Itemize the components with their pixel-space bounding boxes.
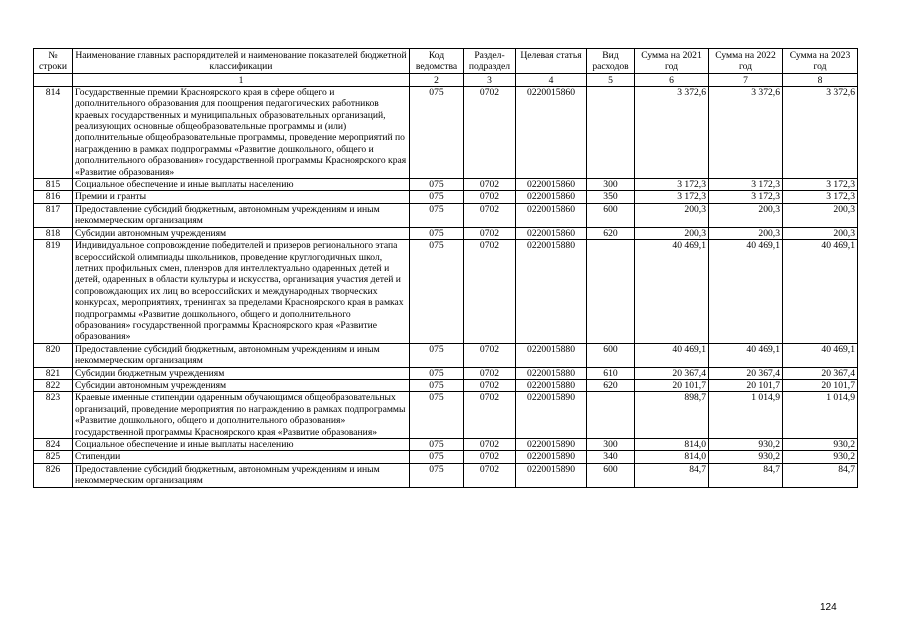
column-index: 2 [410, 73, 464, 86]
row-section: 0702 [464, 343, 516, 367]
row-target: 0220015880 [516, 343, 587, 367]
column-index: 8 [783, 73, 858, 86]
row-number: 821 [34, 367, 73, 379]
column-index [34, 73, 73, 86]
table-row [34, 227, 858, 239]
row-expense-type: 620 [587, 227, 635, 239]
row-dept-code: 075 [410, 191, 464, 203]
row-target: 0220015860 [516, 203, 587, 227]
row-sum-2021: 84,7 [635, 463, 709, 487]
row-sum-2022: 40 469,1 [709, 240, 783, 344]
row-number: 823 [34, 392, 73, 439]
row-sum-2023: 3 372,6 [783, 86, 858, 178]
row-section: 0702 [464, 86, 516, 178]
row-sum-2022: 84,7 [709, 463, 783, 487]
row-name: Государственные премии Красноярского края в сфере общего и дополнительного образования для поощрения педагогических работников краевых государственных и муниципальных образовательных организаций, реализующих основные общеобразовательные программы и (или) дополнительные общеобразовательные программы, проведение мероприятий по награждению в рамках подпрограммы «Развитие дошкольного, общего и дополнительного образования» государственной программы Красноярского края «Развитие образования» [73, 86, 410, 178]
row-name: Субсидии автономным учреждениям [73, 227, 410, 239]
row-number: 825 [34, 451, 73, 463]
table-row [34, 240, 858, 344]
row-dept-code: 075 [410, 203, 464, 227]
row-expense-type: 340 [587, 451, 635, 463]
row-target: 0220015890 [516, 439, 587, 451]
row-sum-2023: 20 367,4 [783, 367, 858, 379]
table-row [34, 367, 858, 379]
row-expense-type: 620 [587, 379, 635, 391]
row-sum-2022: 3 372,6 [709, 86, 783, 178]
row-sum-2023: 200,3 [783, 203, 858, 227]
row-sum-2021: 40 469,1 [635, 343, 709, 367]
column-index: 7 [709, 73, 783, 86]
row-number: 820 [34, 343, 73, 367]
row-dept-code: 075 [410, 439, 464, 451]
row-section: 0702 [464, 392, 516, 439]
row-expense-type [587, 392, 635, 439]
row-name: Предоставление субсидий бюджетным, автономным учреждениям и иным некоммерческим организациям [73, 463, 410, 487]
row-dept-code: 075 [410, 343, 464, 367]
row-target: 0220015890 [516, 463, 587, 487]
row-sum-2021: 3 172,3 [635, 191, 709, 203]
row-target: 0220015860 [516, 191, 587, 203]
column-index: 6 [635, 73, 709, 86]
row-sum-2021: 20 367,4 [635, 367, 709, 379]
row-number: 817 [34, 203, 73, 227]
row-sum-2022: 1 014,9 [709, 392, 783, 439]
row-sum-2022: 3 172,3 [709, 191, 783, 203]
page-number: 124 [820, 602, 837, 613]
row-expense-type [587, 240, 635, 344]
row-dept-code: 075 [410, 227, 464, 239]
row-name: Субсидии автономным учреждениям [73, 379, 410, 391]
row-dept-code: 075 [410, 179, 464, 191]
row-section: 0702 [464, 451, 516, 463]
row-name: Социальное обеспечение и иные выплаты населению [73, 439, 410, 451]
row-dept-code: 075 [410, 392, 464, 439]
column-index-row [34, 73, 858, 86]
row-target: 0220015860 [516, 227, 587, 239]
header-sum-2022: Сумма на 2022 год [709, 49, 783, 74]
row-sum-2021: 814,0 [635, 439, 709, 451]
row-sum-2023: 40 469,1 [783, 343, 858, 367]
header-name: Наименование главных распорядителей и наименование показателей бюджетной классификации [73, 49, 410, 74]
row-section: 0702 [464, 240, 516, 344]
row-sum-2021: 814,0 [635, 451, 709, 463]
row-sum-2021: 3 172,3 [635, 179, 709, 191]
row-number: 815 [34, 179, 73, 191]
header-target: Целевая статья [516, 49, 587, 74]
row-target: 0220015880 [516, 367, 587, 379]
row-sum-2022: 200,3 [709, 227, 783, 239]
row-expense-type: 600 [587, 203, 635, 227]
row-name: Предоставление субсидий бюджетным, автономным учреждениям и иным некоммерческим организациям [73, 203, 410, 227]
row-number: 818 [34, 227, 73, 239]
row-sum-2021: 40 469,1 [635, 240, 709, 344]
column-index: 3 [464, 73, 516, 86]
row-section: 0702 [464, 227, 516, 239]
header-sum-2021: Сумма на 2021 год [635, 49, 709, 74]
row-sum-2023: 3 172,3 [783, 179, 858, 191]
table-row [34, 392, 858, 439]
row-dept-code: 075 [410, 451, 464, 463]
row-section: 0702 [464, 463, 516, 487]
row-dept-code: 075 [410, 379, 464, 391]
row-sum-2021: 20 101,7 [635, 379, 709, 391]
row-dept-code: 075 [410, 463, 464, 487]
column-index: 5 [587, 73, 635, 86]
row-section: 0702 [464, 379, 516, 391]
row-dept-code: 075 [410, 240, 464, 344]
table-row [34, 379, 858, 391]
row-name: Премии и гранты [73, 191, 410, 203]
row-section: 0702 [464, 203, 516, 227]
row-sum-2022: 20 367,4 [709, 367, 783, 379]
budget-table [33, 48, 858, 488]
table-row [34, 179, 858, 191]
row-section: 0702 [464, 179, 516, 191]
row-sum-2021: 200,3 [635, 227, 709, 239]
table-body [34, 86, 858, 487]
row-name: Субсидии бюджетным учреждениям [73, 367, 410, 379]
table-row [34, 343, 858, 367]
table-row [34, 191, 858, 203]
row-sum-2021: 200,3 [635, 203, 709, 227]
table-row [34, 203, 858, 227]
header-expense-type: Вид расходов [587, 49, 635, 74]
row-dept-code: 075 [410, 367, 464, 379]
row-target: 0220015860 [516, 179, 587, 191]
row-sum-2023: 200,3 [783, 227, 858, 239]
row-target: 0220015890 [516, 451, 587, 463]
row-section: 0702 [464, 191, 516, 203]
row-expense-type: 350 [587, 191, 635, 203]
table-row [34, 86, 858, 178]
row-number: 819 [34, 240, 73, 344]
row-sum-2022: 200,3 [709, 203, 783, 227]
column-index: 4 [516, 73, 587, 86]
header-section: Раздел-подраздел [464, 49, 516, 74]
table-row [34, 439, 858, 451]
column-index: 1 [73, 73, 410, 86]
row-sum-2022: 930,2 [709, 439, 783, 451]
table-row [34, 451, 858, 463]
row-sum-2023: 84,7 [783, 463, 858, 487]
row-sum-2022: 3 172,3 [709, 179, 783, 191]
row-expense-type: 300 [587, 179, 635, 191]
row-sum-2022: 40 469,1 [709, 343, 783, 367]
table-header [34, 49, 858, 87]
row-number: 822 [34, 379, 73, 391]
row-sum-2023: 20 101,7 [783, 379, 858, 391]
row-number: 816 [34, 191, 73, 203]
row-name: Краевые именные стипендии одаренным обучающимся общеобразовательных организаций, проведение мероприятия по награждению в рамках подпрограммы «Развитие дошкольного, общего и дополнительного образования» государственной программы Красноярского края «Развитие образования» [73, 392, 410, 439]
header-sum-2023: Сумма на 2023 год [783, 49, 858, 74]
row-expense-type: 300 [587, 439, 635, 451]
row-number: 814 [34, 86, 73, 178]
row-expense-type: 600 [587, 343, 635, 367]
row-sum-2022: 20 101,7 [709, 379, 783, 391]
header-dept-code: Код ведомства [410, 49, 464, 74]
row-section: 0702 [464, 367, 516, 379]
row-target: 0220015860 [516, 86, 587, 178]
row-target: 0220015880 [516, 379, 587, 391]
row-dept-code: 075 [410, 86, 464, 178]
row-name: Социальное обеспечение и иные выплаты населению [73, 179, 410, 191]
row-sum-2021: 898,7 [635, 392, 709, 439]
row-sum-2023: 40 469,1 [783, 240, 858, 344]
row-section: 0702 [464, 439, 516, 451]
row-target: 0220015880 [516, 240, 587, 344]
table-row [34, 463, 858, 487]
row-sum-2023: 3 172,3 [783, 191, 858, 203]
row-name: Стипендии [73, 451, 410, 463]
row-expense-type: 600 [587, 463, 635, 487]
row-sum-2023: 1 014,9 [783, 392, 858, 439]
row-name: Индивидуальное сопровождение победителей и призеров регионального этапа всероссийской олимпиады школьников, проведение круглогодичных школ, летних профильных смен, пленэров для интеллектуально одаренных детей и детей, одаренных в области культуры и искусства, организация участия детей и сопровождающих их лиц во всероссийских и международных творческих конкурсах, мероприятиях, тренингах за пределами Красноярского края в рамках подпрограммы «Развитие дошкольного, общего и дополнительного образования» государственной программы Красноярского края «Развитие образования» [73, 240, 410, 344]
row-expense-type: 610 [587, 367, 635, 379]
header-row-number: № строки [34, 49, 73, 74]
row-sum-2023: 930,2 [783, 451, 858, 463]
row-target: 0220015890 [516, 392, 587, 439]
row-number: 826 [34, 463, 73, 487]
row-expense-type [587, 86, 635, 178]
row-sum-2023: 930,2 [783, 439, 858, 451]
row-name: Предоставление субсидий бюджетным, автономным учреждениям и иным некоммерческим организациям [73, 343, 410, 367]
row-number: 824 [34, 439, 73, 451]
row-sum-2022: 930,2 [709, 451, 783, 463]
row-sum-2021: 3 372,6 [635, 86, 709, 178]
